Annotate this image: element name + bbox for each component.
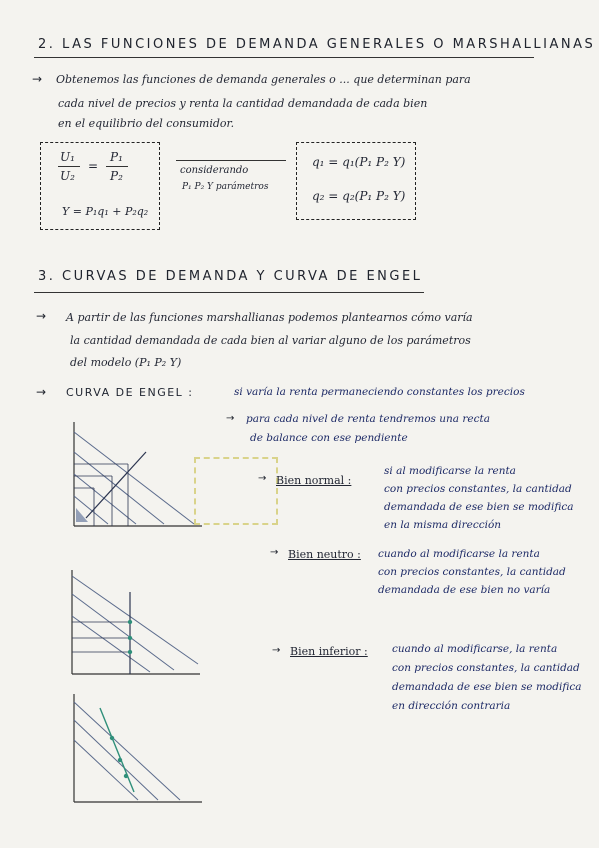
arrow-icon: → — [270, 547, 279, 558]
normal-good-text-4: en la misma dirección — [384, 519, 502, 531]
equals-sign: = — [88, 159, 99, 173]
inferior-good-text-4: en dirección contraria — [392, 700, 511, 712]
section-3-line-2: la cantidad demandada de cada bien al variar alguno de los parámetros — [70, 334, 471, 347]
arrow-icon: → — [226, 413, 235, 424]
title-underline — [34, 292, 424, 293]
section-3-title: 3. CURVAS DE DEMANDA Y CURVA DE ENGEL — [38, 269, 423, 284]
engel-text: si varía la renta permaneciendo constantes los precios — [234, 386, 525, 398]
arrow-icon: → — [32, 72, 43, 86]
neutral-good-text-3: demandada de ese bien no varía — [378, 584, 551, 596]
neutral-good-text-2: con precios constantes, la cantidad — [378, 566, 566, 578]
arrow-icon: → — [272, 645, 281, 656]
title-underline — [34, 57, 534, 58]
section-2-title: 2. LAS FUNCIONES DE DEMANDA GENERALES O MARSHALLIANAS — [38, 37, 596, 52]
graph-inferior-good — [64, 690, 204, 806]
engel-heading: CURVA DE ENGEL : — [66, 386, 194, 399]
inferior-good-text-1: cuando al modificarse, la renta — [392, 643, 558, 655]
section-2-line-1: Obtenemos las funciones de demanda generales o ... que determinan para — [56, 73, 471, 86]
section-3-line-1: A partir de las funciones marshallianas podemos plantearnos cómo varía — [66, 311, 473, 324]
parameters-label: P₁ P₂ Y parámetros — [182, 182, 269, 192]
arrow-icon: → — [36, 309, 47, 323]
highlight-box — [194, 457, 278, 525]
normal-good-text-3: demandada de ese bien se modifica — [384, 501, 574, 513]
ratio-u2: U₂ — [60, 169, 75, 183]
section-3-line-3: del modelo (P₁ P₂ Y) — [70, 356, 182, 369]
ratio-p2: P₂ — [110, 169, 123, 183]
normal-good-text-2: con precios constantes, la cantidad — [384, 483, 572, 495]
inferior-good-text-2: con precios constantes, la cantidad — [392, 662, 580, 674]
normal-good-label: Bien normal : — [276, 474, 352, 487]
neutral-good-text-1: cuando al modificarse la renta — [378, 548, 540, 560]
fraction-bar — [58, 166, 80, 167]
section-2-line-3: en el equilibrio del consumidor. — [58, 117, 235, 130]
graph-neutral-good — [62, 566, 202, 678]
budget-equation: Y = P₁q₁ + P₂q₂ — [62, 205, 149, 218]
arrow-icon: → — [36, 385, 47, 399]
normal-good-text-1: si al modificarse la renta — [384, 465, 516, 477]
connector-line — [176, 160, 286, 161]
ratio-p1: P₁ — [110, 150, 123, 164]
engel-sub-1: para cada nivel de renta tendremos una recta — [246, 413, 490, 425]
inferior-good-label: Bien inferior : — [290, 645, 368, 658]
fraction-bar — [106, 166, 128, 167]
engel-sub-2: de balance con ese pendiente — [250, 432, 408, 444]
arrow-icon: → — [258, 473, 267, 484]
neutral-good-label: Bien neutro : — [288, 548, 361, 561]
demand-q2: q₂ = q₂(P₁ P₂ Y) — [312, 189, 406, 203]
graph-normal-good — [64, 418, 204, 530]
considering-label: considerando — [180, 165, 249, 176]
inferior-good-text-3: demandada de ese bien se modifica — [392, 681, 582, 693]
section-2-line-2: cada nivel de precios y renta la cantidad demandada de cada bien — [58, 97, 428, 110]
ratio-u1: U₁ — [60, 150, 75, 164]
demand-functions-box — [296, 142, 416, 220]
demand-q1: q₁ = q₁(P₁ P₂ Y) — [312, 155, 406, 169]
